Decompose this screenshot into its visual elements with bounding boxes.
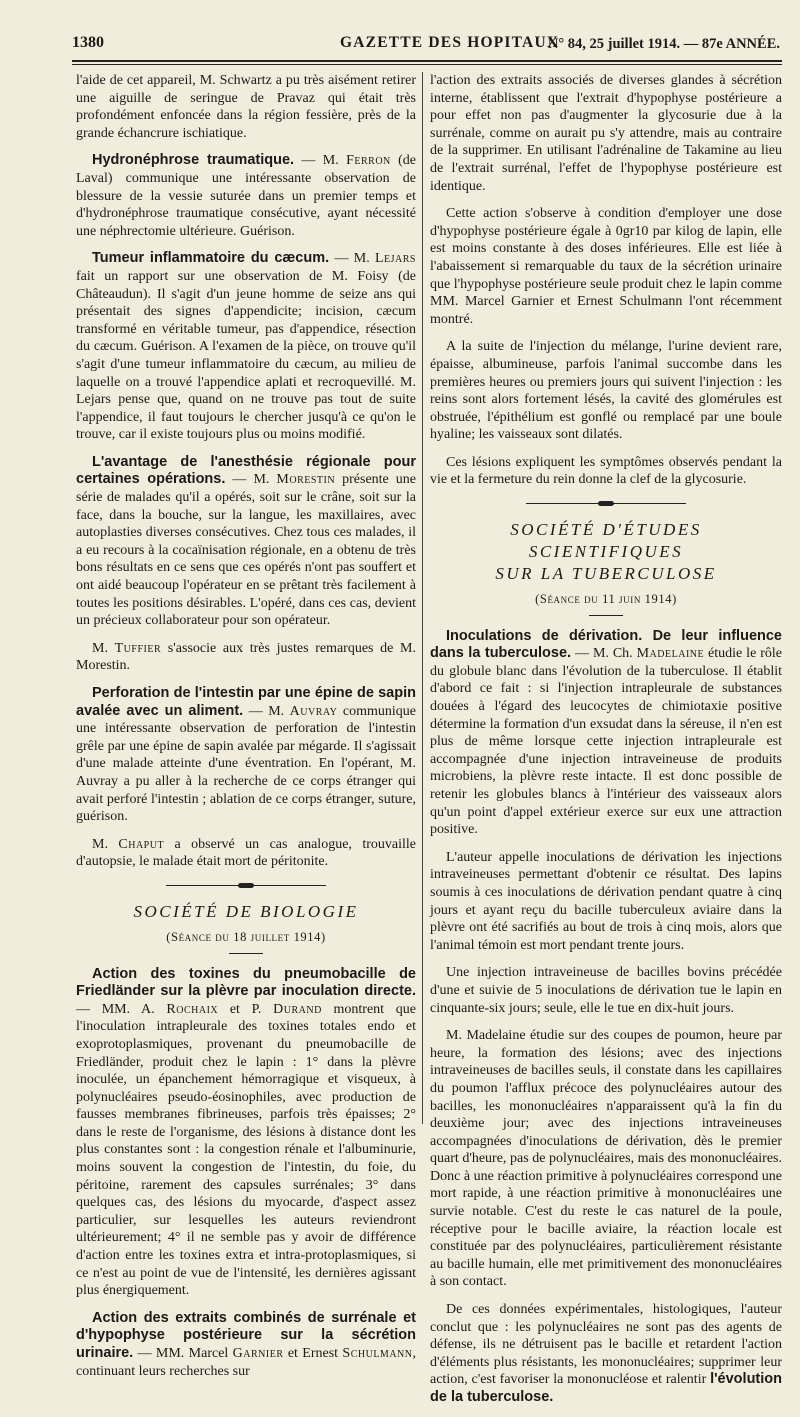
paragraph: A la suite de l'injection du mélange, l'urine devient rare, épaisse, albumineuse, parfois l'animal succombe dans les premières heures ou premiers jours qui suivent l'injection : les reins sont alors fortement lésés, la cavité des glomérules est obstruée, l'épithélium est gonflé ou remplacé par une boule hyaline; les vaisseaux sont dilatés. bbox=[430, 339, 782, 443]
header-rule bbox=[72, 60, 782, 62]
section-ornament bbox=[526, 501, 686, 507]
journal-title: GAZETTE DES HOPITAUX bbox=[340, 34, 560, 51]
left-column bbox=[76, 72, 416, 1390]
article-title: L'avantage de l'anesthésie régionale pour certaines opérations. bbox=[76, 453, 416, 488]
society-heading: SOCIÉTÉ D'ÉTUDES SCIENTIFIQUES SUR LA TUBERCULOSE bbox=[495, 520, 717, 584]
paragraph-tuffier: M. Tuffier s'associe aux très justes remarques de M. Morestin. bbox=[76, 640, 416, 674]
short-rule bbox=[229, 953, 263, 954]
intro-paragraph: l'aide de cet appareil, M. Schwartz a pu très aisément retirer une aiguille de seringue de Pravaz qui était très profondément enfoncée dans la région fessière, près de la grande échancrure ischiatique. bbox=[76, 73, 416, 141]
author-name: Ferron bbox=[346, 153, 391, 169]
article-anesthesie: L'avantage de l'anesthésie régionale pour certaines opérations. — M. Morestin présente une série de malades qu'il a opérés, soit sur le crâne, soit sur la face, dans la bouche, sur la langue, les maxillaires, avec autoplasties diverses consécutives. Chez tous ces malades, il a eu recours à la cocaïnisation régionale, en a obtenu de très bons résultats en ce sens que ces opérés n'ont pas souffert et ont aidé beaucoup l'opérateur en se prêtant très facilement à toutes les positions désirables. L'opéré, dans ces cas, devient un précieux collaborateur pour son opérateur. bbox=[76, 453, 417, 629]
session-date: (Séance du 11 juin 1914) bbox=[535, 592, 677, 607]
paragraph-conclusion: De ces données expérimentales, histologiques, l'auteur conclut que : les polynucléaires ne sont pas des agents de défense, ils ne détruisent pas le bacille et retardent l'action d'éléments plus résistants, les mononucléaires; supprimer leur action, c'est favoriser la mononucléose et ralentir l'évolution de la tuberculose. bbox=[430, 1302, 782, 1405]
paragraph: M. Madelaine étudie sur des coupes de poumon, heure par heure, la formation des lésions; avec des injections intraveineuses de bacilles seuls, il constate dans les capillaires du poumon l'afflux précoce des polynucléaires autour des bacilles, les mononucléaires n'apparaissent qu'à la fin du deuxième jour; avec des injections intraveineuses accompagnées d'inoculations de dérivation, dès le premier quart d'heure, pas de polynucléaires, mais des mononucléaires. Donc à une réaction primitive à polynucléaires correspond une mort rapide, à une réaction primitive à mononucléaires une survie notable. C'est du reste le cas naturel de la poule, réceptive pour le bacille aviaire, la réaction locale est constituée par des polynucléaires, particulièrement résistante au bacille humain, elle met primitivement des mononucléaires à son contact. bbox=[430, 1028, 782, 1290]
author-name: Morestin bbox=[276, 472, 336, 488]
column-separator bbox=[422, 72, 423, 1124]
article-hydronephrose: Hydronéphrose traumatique. — M. Ferron (de Laval) communique une intéressante observation de blessure de la vessie suturée dans un premier temps et d'hydronéphrose traumatique consécutive, ayant nécessité une néphrectomie ultérieure. Guérison. bbox=[76, 152, 416, 239]
page-number: 1380 bbox=[72, 34, 104, 51]
article-title: Tumeur inflammatoire du cæcum. bbox=[92, 250, 330, 267]
author-name: Auvray bbox=[289, 703, 338, 719]
paragraph-chaput: M. Chaput a observé un cas analogue, trouvaille d'autopsie, le malade était mort de péritonite. bbox=[76, 836, 416, 870]
issue-info: N° 84, 25 juillet 1914. — 87e ANNÉE. bbox=[547, 36, 780, 52]
author-name: Lejars bbox=[374, 251, 416, 267]
author-name: Rochaix bbox=[166, 1001, 219, 1017]
author-name: Madelaine bbox=[636, 646, 705, 662]
article-extraits: Action des extraits combinés de surrénale et d'hypophyse postérieure sur la sécrétion urinaire. — MM. Marcel Garnier et Ernest Schulmann, continuant leurs recherches sur bbox=[76, 1309, 416, 1379]
emphasis: l'évolution de la tuberculose. bbox=[430, 1371, 782, 1405]
author-name: Chaput bbox=[118, 836, 165, 852]
session-date: (Séance du 18 juillet 1914) bbox=[166, 929, 326, 944]
right-column bbox=[430, 72, 782, 1417]
author-name: Garnier bbox=[232, 1346, 284, 1361]
paragraph: Ces lésions expliquent les symptômes observés pendant la vie et la fermeture du rein donne la clef de la glycosurie. bbox=[430, 454, 782, 488]
section-ornament bbox=[166, 883, 326, 889]
society-heading: SOCIÉTÉ DE BIOLOGIE bbox=[133, 901, 359, 921]
article-title: Action des extraits combinés de surrénale et d'hypophyse postérieure sur la sécrétion urinaire. bbox=[76, 1309, 416, 1361]
author-name: Tuffier bbox=[114, 640, 162, 656]
paragraph: L'auteur appelle inoculations de dérivation les injections intraveineuses permettant d'obtenir ce résultat. Des lapins soumis à ces inoculations de dérivation pendant quatre à cinq jours et ayant reçu du bacille tuberculeux aviaire dans la plèvre ont été sacrifiés au bout de trois à cinq mois, alors que l'animal témoin est mort pendant trente jours. bbox=[430, 849, 782, 953]
article-title: Perforation de l'intestin par une épine de sapin avalée avec un aliment. bbox=[76, 685, 416, 719]
page-header bbox=[72, 30, 780, 60]
header-rule-thin bbox=[72, 64, 782, 65]
paragraph: Une injection intraveineuse de bacilles bovins précédée d'une et suivie de 5 inoculations de dérivation tue le lapin en cinquante-six jours; seule, elle le tue en dix-huit jours. bbox=[430, 965, 782, 1016]
article-title: Action des toxines du pneumobacille de Friedländer sur la plèvre par inoculation directe. bbox=[76, 965, 416, 1000]
author-name: Durand bbox=[273, 1001, 322, 1017]
short-rule bbox=[589, 615, 623, 616]
article-tumeur: Tumeur inflammatoire du cæcum. — M. Lejars fait un rapport sur une observation de M. Foisy (de Châteaudun). Il s'agit d'un jeune homme de seize ans qui présentait des signes d'appendicite; incision, cæcum transformé en véritable tumeur, pas d'appendice, résection du cæcum. Guérison. A l'examen de la pièce, on trouve qu'il s'agit d'une tumeur inflammatoire du cæcum, au milieu de laquelle on a trouvé l'appendice aplati et recroquevillé. M. Lejars pense que, quand on ne trouve pas tout de suite l'appendice, il faut toujours le chercher jusqu'à ce qu'on le trouve, car il existe toujours plus ou moins modifié. bbox=[76, 250, 416, 443]
article-inoculations: Inoculations de dérivation. De leur influence dans la tuberculose. — M. Ch. Madelaine étudie le rôle du globule blanc dans l'évolution de la tuberculose. Il établit d'abord ce fait : si l'injection intrapleurale de substances douées à l'égard des leucocytes de chimiotaxie positive détermine la formation d'un exsudat dans la séreuse, il n'en est plus de même lorsque cette injection intrapleurale est accompagnée d'une injection intraveineuse de produits microbiens, la plèvre reste intacte. Il est donc possible de retenir les globules blancs à l'intérieur des vaisseaux alors qu'un point d'appel extérieur exerce sur eux une attraction positive. bbox=[430, 627, 782, 838]
article-toxines: Action des toxines du pneumobacille de Friedländer sur la plèvre par inoculation directe. — MM. A. Rochaix et P. Durand montrent que l'inoculation intrapleurale des toxines totales endo et exoprotoplasmiques, provenant du pneumobacille de Friedländer, produit chez le lapin : 1° dans la plèvre inoculée, un épanchement hémorragique et visqueux, à polynucléaires pseudo-éosinophiles, avec production de fausses membranes fibrineuses, parfois très épaisses; 2° dans le reste de l'organisme, des lésions à distance dont les plus constantes sont : la congestion rénale et l'albuminurie, moins souvent la congestion de l'intestin, du foie, du péritoine, rarement des capsules surrénales; 3° dans quelques cas, des lésions du myocarde, d'aspect assez particulier, sur lesquelles les auteurs reviendront ultérieurement; 4° il ne semble pas y avoir de différence d'action entre les toxines extra et intra-protoplasmiques, si ce n'est au point de vue de l'intensité, les dernières agissant plus énergiquement. bbox=[76, 965, 416, 1299]
article-title: Hydronéphrose traumatique. bbox=[92, 152, 295, 169]
paragraph: l'action des extraits associés de diverses glandes à sécrétion interne, établissent que l'extrait d'hypophyse postérieure a pour effet non pas d'augmenter la glycosurie due à la surrénale, comme on aurait pu s'y attendre, mais au contraire de la supprimer. En utilisant l'adrénaline de Takamine au lieu de l'extrait surrénal, l'effet de l'hypophyse postérieure est identique. bbox=[430, 73, 782, 194]
paragraph: Cette action s'observe à condition d'employer une dose d'hypophyse postérieure égale à 0gr10 par kilog de lapin, elle est moins constante à des doses inférieures. Elle est liée à l'abaissement si remarquable du taux de la sécrétion urinaire que l'hypophyse postérieure seule produit chez le lapin comme MM. Marcel Garnier et Ernest Schulmann l'ont récemment montré. bbox=[430, 206, 782, 327]
article-perforation: Perforation de l'intestin par une épine de sapin avalée avec un aliment. — M. Auvray communique une intéressante observation de perforation de l'intestin grêle par une épine de sapin avalée par mégarde. Il s'agissait d'une malade atteinte d'une éventration. En l'opérant, M. Auvray a pu aller à la recherche de ce corps étranger qui avait perforé l'intestin ; ablation de ce corps étranger, suture, guérison. bbox=[76, 685, 417, 825]
article-title: Inoculations de dérivation. De leur influence dans la tuberculose. bbox=[430, 627, 782, 662]
author-name: Schulmann bbox=[342, 1346, 413, 1361]
